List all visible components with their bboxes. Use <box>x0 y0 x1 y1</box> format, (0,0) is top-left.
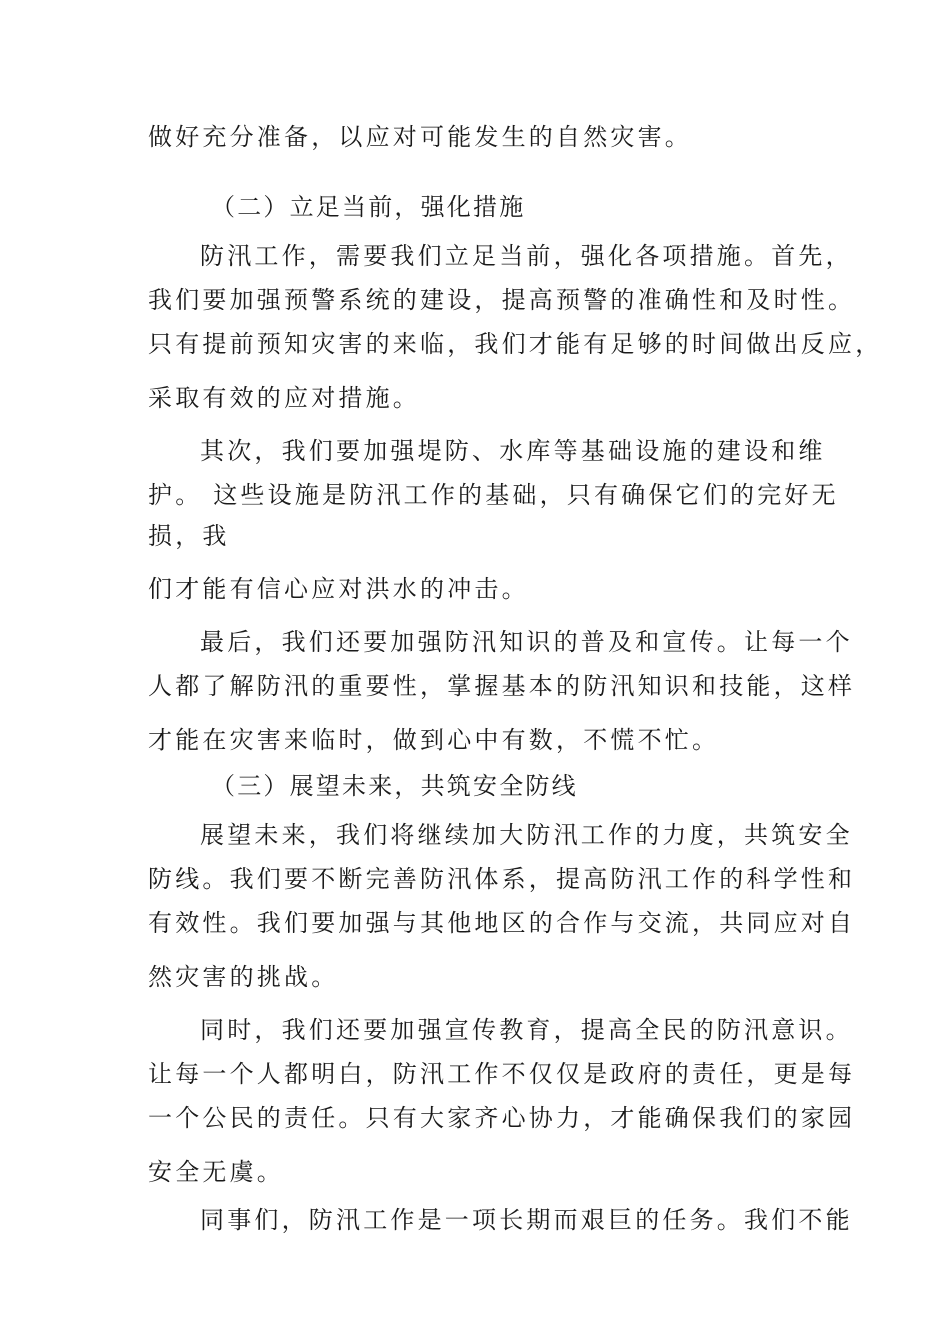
section-heading: （三）展望未来，共筑安全防线 <box>211 772 578 800</box>
section-heading: （二）立足当前，强化措施 <box>211 193 526 221</box>
paragraph-line: 只有提前预知灾害的来临，我们才能有足够的时间做出反应， <box>148 330 883 358</box>
paragraph-line: 们才能有信心应对洪水的冲击。 <box>148 575 529 603</box>
paragraph-line: 展望未来，我们将继续加大防汛工作的力度，共筑安全 <box>200 821 853 849</box>
paragraph-line: 损，我 <box>148 522 230 550</box>
paragraph-line: 有效性。我们要加强与其他地区的合作与交流，共同应对自 <box>148 909 856 937</box>
paragraph-line: 最后，我们还要加强防汛知识的普及和宣传。让每一个 <box>200 628 853 656</box>
paragraph-line: 让每一个人都明白，防汛工作不仅仅是政府的责任，更是每 <box>148 1060 856 1088</box>
paragraph-line: 我们要加强预警系统的建设，提高预警的准确性和及时性。 <box>148 286 856 314</box>
paragraph-line: 防线。我们要不断完善防汛体系，提高防汛工作的科学性和 <box>148 865 856 893</box>
paragraph-line: 采取有效的应对措施。 <box>148 384 420 412</box>
paragraph-line: 其次，我们要加强堤防、水库等基础设施的建设和维 <box>200 437 826 465</box>
paragraph-line: 一个公民的责任。只有大家齐心协力，才能确保我们的家园 <box>148 1104 856 1132</box>
paragraph-line: 然灾害的挑战。 <box>148 963 339 991</box>
paragraph-line: 才能在灾害来临时，做到心中有数，不慌不忙。 <box>148 726 720 754</box>
paragraph-line: 人都了解防汛的重要性，掌握基本的防汛知识和技能，这样 <box>148 672 856 700</box>
paragraph-line: 同时，我们还要加强宣传教育，提高全民的防汛意识。 <box>200 1016 853 1044</box>
paragraph-line: 安全无虞。 <box>148 1158 284 1186</box>
paragraph-line: 同事们，防汛工作是一项长期而艰巨的任务。我们不能 <box>200 1206 853 1234</box>
paragraph-line: 防汛工作，需要我们立足当前，强化各项措施。首先， <box>200 242 853 270</box>
paragraph-line: 护。 这些设施是防汛工作的基础，只有确保它们的完好无 <box>148 481 839 509</box>
paragraph-line: 做好充分准备，以应对可能发生的自然灾害。 <box>148 123 692 151</box>
